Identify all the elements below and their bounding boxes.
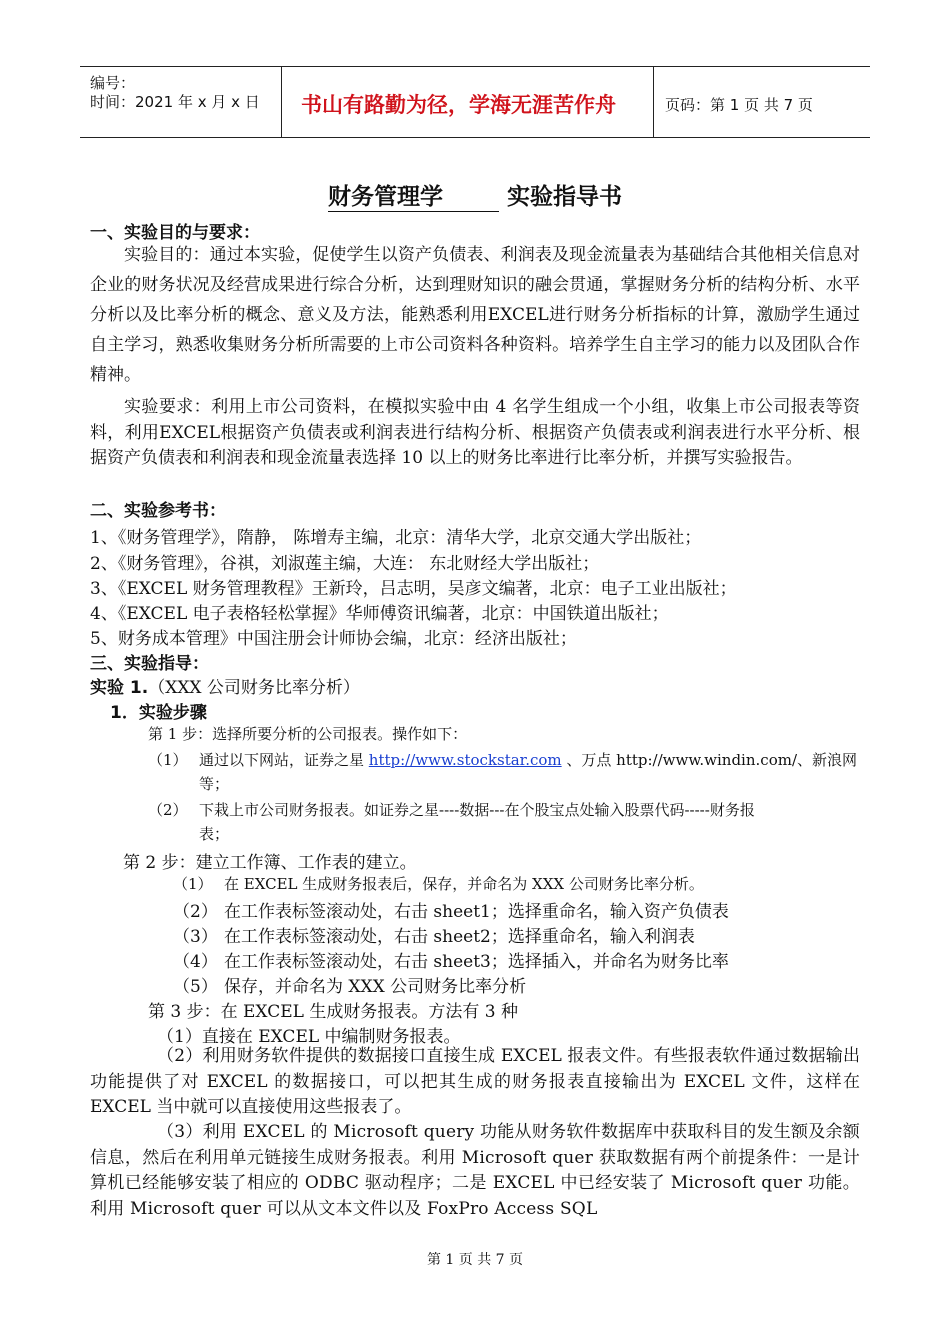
reference-item: 3、《EXCEL 财务管理教程》王新玲，吕志明，吴彦文编著，北京：电子工业出版社； — [90, 579, 737, 599]
step3-method1: （1）直接在 EXCEL 中编制财务报表。 — [157, 1027, 461, 1047]
step2-item-num: （3） — [173, 927, 218, 947]
step2-item-num: （5） — [173, 977, 218, 997]
step1-item-text: 下栽上市公司财务报表。如证券之星----数据---在个股宝点处输入股票代码-----财务报 — [199, 801, 755, 819]
step2-item-text: 在 EXCEL 生成财务报表后，保存，并命名为 XXX 公司财务比率分析。 — [224, 875, 704, 893]
experiment-label: 实验 1. — [90, 678, 149, 698]
step1-item-num: （1） — [148, 751, 188, 769]
header-page-info: 页码：第 1 页 共 7 页 — [665, 96, 813, 114]
step1-text: 第 1 步：选择所要分析的公司报表。操作如下： — [148, 725, 468, 743]
step1-item-cont: 表； — [199, 825, 230, 843]
step2-item-text: 在工作表标签滚动处，右击 sheet2；选择重命名，输入利润表 — [224, 927, 695, 947]
step3-text: 第 3 步：在 EXCEL 生成财务报表。方法有 3 种 — [148, 1002, 518, 1022]
step2-item-text: 在工作表标签滚动处，右击 sheet3；选择插入，并命名为财务比率 — [224, 952, 729, 972]
stockstar-link[interactable]: http://www.stockstar.com — [368, 751, 562, 769]
page-footer: 第 1 页 共 7 页 — [426, 1252, 524, 1268]
step1-item — [199, 749, 857, 770]
section2-heading: 二、实验参考书： — [90, 501, 226, 521]
reference-item: 4、《EXCEL 电子表格轻松掌握》华师傅资讯编著，北京：中国铁道出版社； — [90, 604, 669, 624]
experiment-title — [90, 673, 360, 698]
experiment-name: （XXX 公司财务比率分析） — [148, 678, 360, 698]
step1-item-text: 通过以下网站，证券之星 — [199, 751, 369, 769]
section1-purpose: 实验目的：通过本实验，促使学生以资产负债表、利润表及现金流量表为基础结合其他相关信息对企业的财务状况及经营成果进行综合分析，达到理财知识的融会贯通，掌握财务分析的结构分析、水平分析以及比率分析的概念、意义及方法，能熟悉利用EXCEL进行财务分析指标的计算，激励学生通过自主学习，熟悉收集财务分析所需要的上市公司资料各种资料。培养学生自主学习的能力以及团队合作精神。 — [90, 245, 860, 385]
step2-text: 第 2 步：建立工作簿、工作表的建立。 — [123, 853, 417, 873]
title-part1: 财务管理学 — [328, 184, 499, 212]
section1-heading: 一、实验目的与要求： — [90, 223, 260, 243]
section1-requirement: 实验要求：利用上市公司资料，在模拟实验中由 4 名学生组成一个小组，收集上市公司报表等资料，利用EXCEL根据资产负债表或利润表进行结构分析、根据资产负债表或利润表进行水平分析、根据资产负债表和利润表和现金流量表选择 10 以上的财务比率进行比率分析，并撰写实验报告。 — [90, 397, 860, 468]
step3-method3: （3）利用 EXCEL 的 Microsoft query 功能从财务软件数据库中获取科目的发生额及余额信息，然后在利用单元链接生成财务报表。利用 Microsoft quer 获取数据有两个前提条件：一是计算机已经能够安装了相应的 ODBC 驱动程序；二是 EXCEL 中已经安装了 Microsoft quer 功能。利用 Microsoft quer 可以从文本文件以及 FoxPro Access SQL — [90, 1122, 860, 1219]
step2-item-text: 保存，并命名为 XXX 公司财务比率分析 — [224, 977, 527, 997]
step2-item-num: （4） — [173, 952, 218, 972]
step3-method2: （2）利用财务软件提供的数据接口直接生成 EXCEL 报表文件。有些报表软件通过数据输出功能提供了对 EXCEL 的数据接口，可以把其生成的财务报表直接输出为 EXCEL 文件，这样在 EXCEL 当中就可以直接使用这些报表了。 — [90, 1046, 860, 1117]
reference-item: 2、《财务管理》，谷祺，刘淑莲主编，大连： 东北财经大学出版社； — [90, 554, 600, 574]
header-divider — [281, 67, 282, 137]
step1-item-cont: 等； — [199, 775, 230, 793]
document-title — [0, 178, 950, 211]
title-part2: 实验指导书 — [507, 184, 623, 210]
header-time-label: 时间：2021 年 x 月 x 日 — [90, 93, 260, 111]
reference-item: 1、《财务管理学》，隋静， 陈增寿主编，北京：清华大学，北京交通大学出版社； — [90, 528, 702, 548]
header-divider — [653, 67, 654, 137]
header-motto: 书山有路勤为径，学海无涯苦作舟 — [301, 93, 616, 117]
step2-item-num: （2） — [173, 902, 218, 922]
section3-heading: 三、实验指导： — [90, 654, 209, 674]
step1-item-text: 、万点 http://www.windin.com/、新浪网 — [561, 751, 857, 769]
header-number-label: 编号： — [90, 74, 136, 92]
step2-item-num: （1） — [173, 875, 213, 893]
header-table — [80, 66, 870, 138]
reference-item: 5、财务成本管理》中国注册会计师协会编，北京：经济出版社； — [90, 629, 577, 649]
step1-item-num: （2） — [148, 801, 188, 819]
steps-heading: 1．实验步骤 — [110, 703, 207, 723]
step2-item-text: 在工作表标签滚动处，右击 sheet1；选择重命名，输入资产负债表 — [224, 902, 729, 922]
